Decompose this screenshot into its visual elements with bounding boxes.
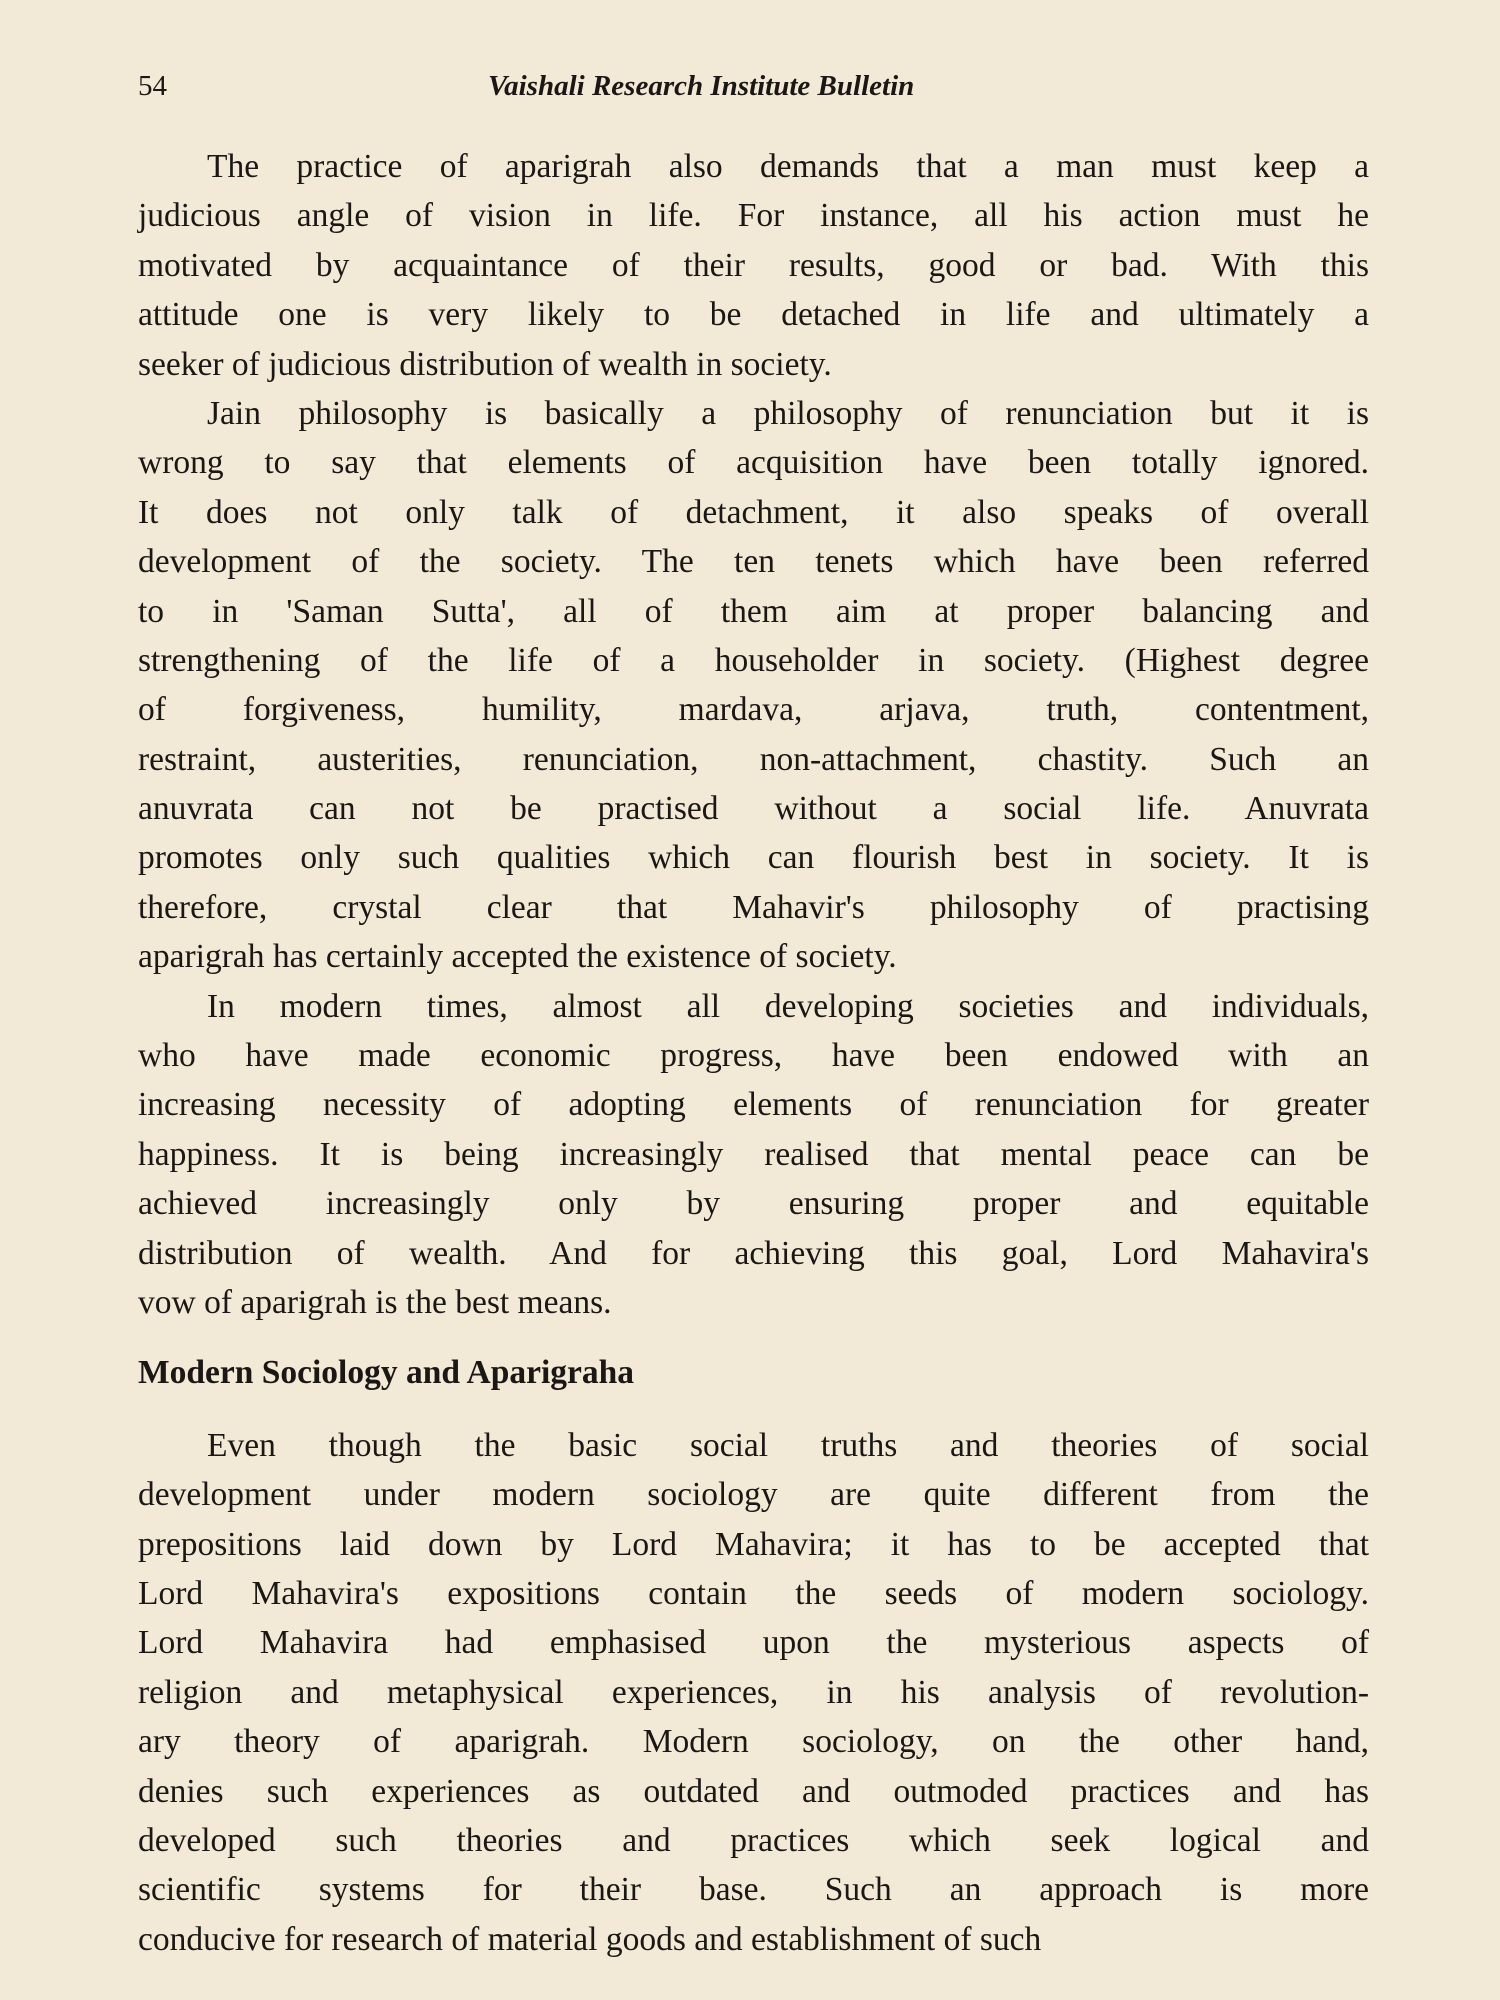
page-number: 54 (138, 70, 167, 102)
text-line: denies such experiences as outdated and outmoded practices and has (138, 1772, 1369, 1810)
text-line: promotes only such qualities which can flourish best in society. It is (138, 839, 1369, 877)
text-line: Even though the basic social truths and theories of social (207, 1426, 1369, 1464)
section-heading: Modern Sociology and Aparigraha (138, 1354, 635, 1392)
text-line: conducive for research of material goods and establishment of such (138, 1920, 1042, 1958)
text-line: achieved increasingly only by ensuring proper and equitable (138, 1185, 1369, 1223)
text-line: developed such theories and practices which seek logical and (138, 1821, 1369, 1859)
text-line: ary theory of aparigrah. Modern sociology, on the other hand, (138, 1723, 1369, 1761)
text-line: The practice of aparigrah also demands that a man must keep a (207, 148, 1369, 185)
journal-title: Vaishali Research Institute Bulletin (488, 70, 915, 102)
text-line: to in 'Saman Sutta', all of them aim at proper balancing and (138, 592, 1369, 630)
paragraph (138, 982, 1369, 1328)
text-line: development under modern sociology are quite different from the (138, 1476, 1369, 1514)
running-header (138, 70, 1369, 110)
paragraph (138, 142, 1369, 389)
text-line: motivated by acquaintance of their results, good or bad. With this (138, 246, 1369, 284)
text-line: happiness. It is being increasingly realised that mental peace can be (138, 1135, 1369, 1173)
text-line: who have made economic progress, have been endowed with an (138, 1037, 1369, 1075)
text-line: therefore, crystal clear that Mahavir's philosophy of practising (138, 888, 1369, 926)
text-line: Jain philosophy is basically a philosophy of renunciation but it is (207, 394, 1369, 432)
text-line: prepositions laid down by Lord Mahavira; it has to be accepted that (138, 1525, 1369, 1563)
page-body (138, 142, 1369, 1964)
text-line: development of the society. The ten tenets which have been referred (138, 543, 1369, 581)
text-line: anuvrata can not be practised without a social life. Anuvrata (138, 790, 1369, 828)
text-line: wrong to say that elements of acquisition have been totally ignored. (138, 444, 1369, 482)
text-line: strengthening of the life of a householder in society. (Highest degree (138, 641, 1369, 679)
text-line: scientific systems for their base. Such an approach is more (138, 1871, 1369, 1909)
paragraph (138, 1421, 1369, 1964)
text-line: of forgiveness, humility, mardava, arjava, truth, contentment, (138, 691, 1369, 729)
text-line: religion and metaphysical experiences, in his analysis of revolution- (138, 1673, 1369, 1711)
text-line: distribution of wealth. And for achieving this goal, Lord Mahavira's (138, 1234, 1369, 1272)
paragraph (138, 389, 1369, 982)
text-line: restraint, austerities, renunciation, non-attachment, chastity. Such an (138, 740, 1369, 778)
text-line: It does not only talk of detachment, it also speaks of overall (138, 493, 1369, 531)
text-line: In modern times, almost all developing societies and individuals, (207, 987, 1369, 1025)
paragraphs-before-heading (138, 142, 1369, 1327)
text-line: attitude one is very likely to be detached in life and ultimately a (138, 296, 1369, 334)
text-line: judicious angle of vision in life. For instance, all his action must he (138, 197, 1369, 235)
text-line: seeker of judicious distribution of wealth in society. (138, 345, 832, 383)
paragraph-after-heading (138, 1421, 1369, 1964)
text-line: Lord Mahavira's expositions contain the seeds of modern sociology. (138, 1574, 1369, 1612)
text-line: increasing necessity of adopting elements of renunciation for greater (138, 1086, 1369, 1124)
text-line: Lord Mahavira had emphasised upon the mysterious aspects of (138, 1624, 1369, 1662)
text-line: vow of aparigrah is the best means. (138, 1283, 612, 1321)
text-line: aparigrah has certainly accepted the existence of society. (138, 938, 897, 976)
